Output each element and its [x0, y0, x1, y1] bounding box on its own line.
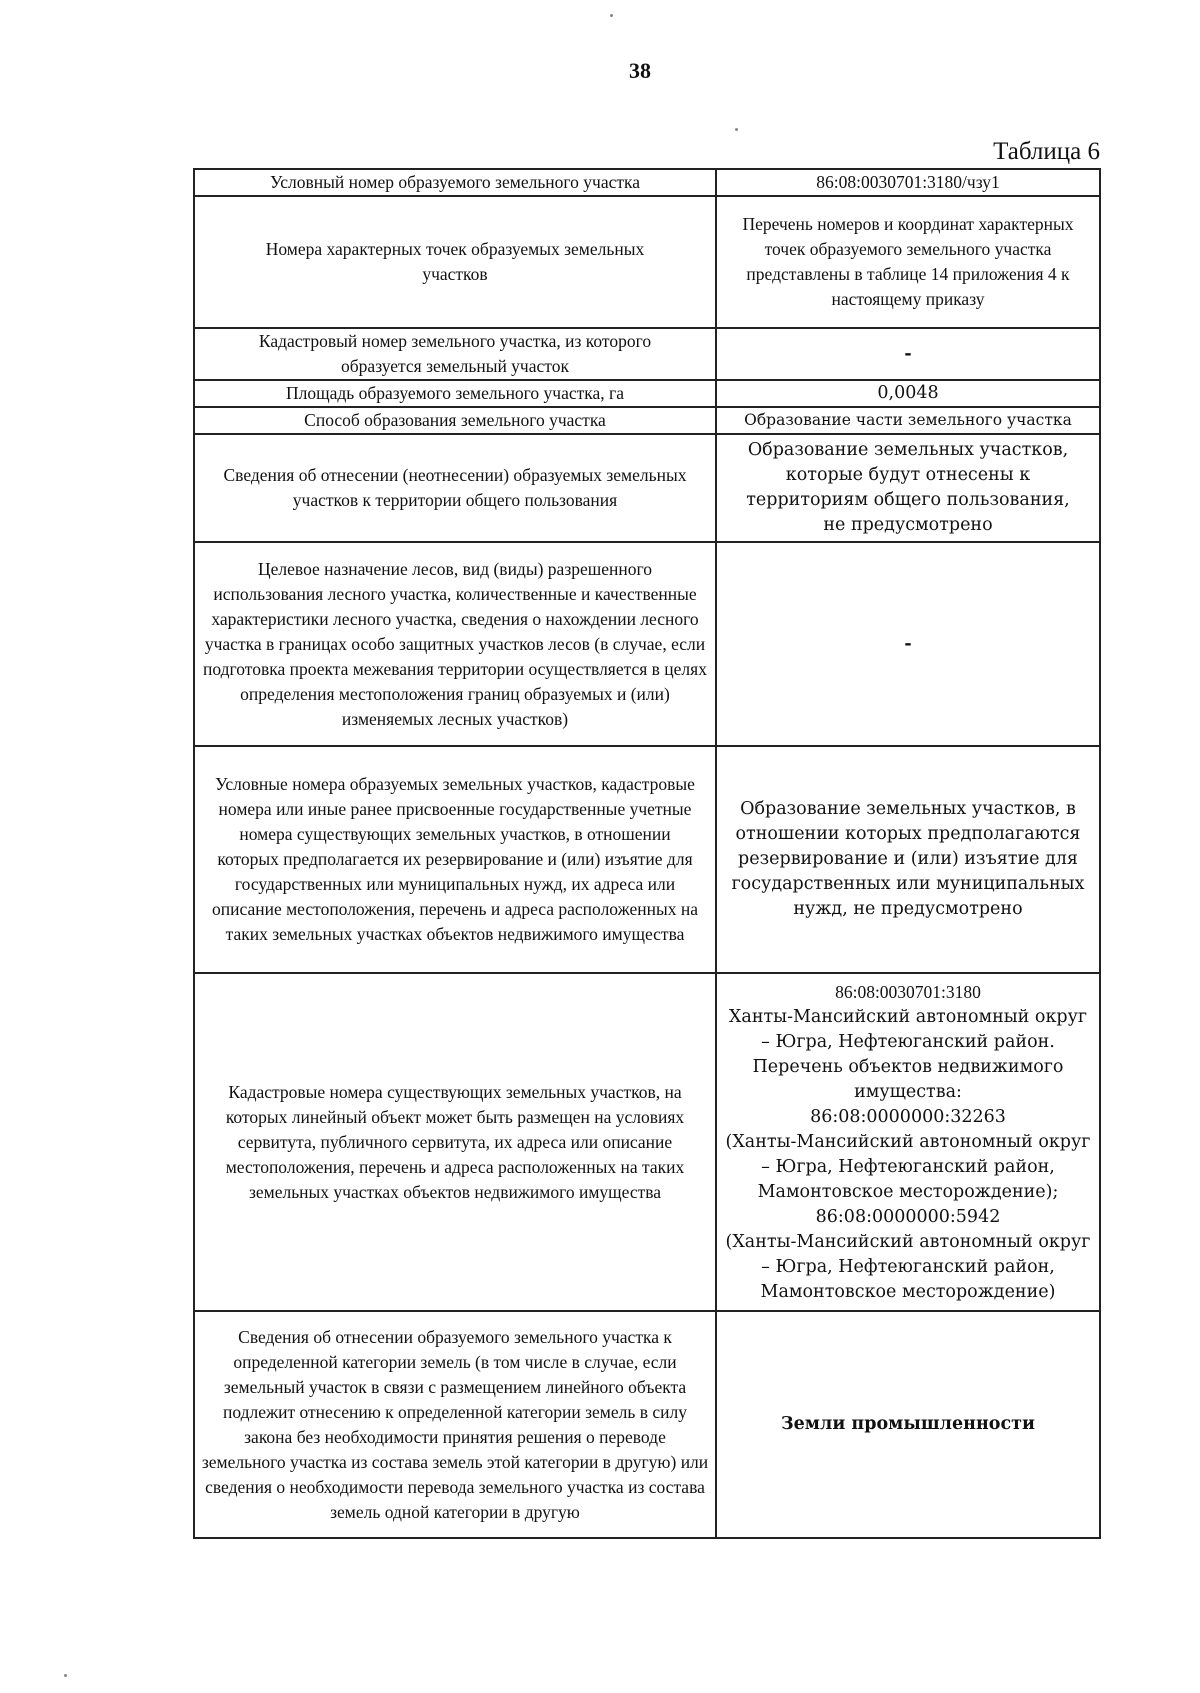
row-label: Кадастровые номера существующих земельных участков, на которых линейный объект может быть размещен на условиях сервитута, публичного сервитута, их адреса или описание местоположения, перечень и адреса расположенных на таких земельных участках объектов недвижимого имущества — [194, 973, 716, 1311]
table-row — [194, 434, 1100, 542]
land-plot-table — [193, 168, 1101, 1539]
row-label: Сведения об отнесении (неотнесении) образуемых земельных участков к территории общего пользования — [194, 434, 716, 542]
table-row — [194, 542, 1100, 746]
row-label: Сведения об отнесении образуемого земельного участка к определенной категории земель (в том числе в случае, если земельный участок в связи с размещением линейного объекта подлежит отнесению к определенной категории земель в силу закона без необходимости принятия решения о переводе земельного участка из состава земель этой категории в другую) или сведения о необходимости перевода земельного участка из состава земель одной категории в другую — [194, 1311, 716, 1538]
row-label: Площадь образуемого земельного участка, га — [194, 380, 716, 407]
address-text: Ханты-Мансийский автономный округ – Югра, Нефтеюганский район. — [728, 1006, 1088, 1052]
object-number: 86:08:0000000:32263 — [810, 1106, 1006, 1127]
table-row — [194, 746, 1100, 973]
row-label: Условный номер образуемого земельного участка — [194, 169, 716, 196]
row-value: Образование части земельного участка — [716, 407, 1100, 434]
row-label: Номера характерных точек образуемых земельных участков — [194, 196, 716, 328]
row-value: 86:08:0030701:3180/чзу1 — [716, 169, 1100, 196]
table-row — [194, 407, 1100, 434]
table-row — [194, 973, 1100, 1311]
table-row — [194, 328, 1100, 380]
row-label: Способ образования земельного участка — [194, 407, 716, 434]
object-number: 86:08:0000000:5942 — [815, 1206, 1001, 1227]
objects-heading: Перечень объектов недвижимого имущества: — [752, 1056, 1064, 1102]
row-label: Условные номера образуемых земельных участков, кадастровые номера или иные ранее присвоенные государственные учетные номера существующих земельных участков, в отношении которых предполагается их резервирование и (или) изъятие для государственных или муниципальных нужд, их адреса или описание местоположения, перечень и адреса расположенных на таких земельных участках объектов недвижимого имущества — [194, 746, 716, 973]
row-value: Образование земельных участков, в отношении которых предполагаются резервирование и (или) изъятие для государственных или муниципальных нужд, не предусмотрено — [716, 746, 1100, 973]
row-value: Перечень номеров и координат характерных точек образуемого земельного участка представлены в таблице 14 приложения 4 к настоящему приказу — [716, 196, 1100, 328]
row-value: - — [716, 328, 1100, 380]
cadastral-number: 86:08:0030701:3180 — [835, 981, 981, 1002]
row-value — [716, 973, 1100, 1311]
object-address: (Ханты-Мансийский автономный округ – Югра, Нефтеюганский район, Мамонтовское месторождение); — [725, 1131, 1091, 1202]
table-row — [194, 380, 1100, 407]
table-caption: Таблица 6 — [993, 138, 1100, 165]
row-label: Целевое назначение лесов, вид (виды) разрешенного использования лесного участка, количественные и качественные характеристики лесного участка, сведения о нахождении лесного участка в границах особо защитных участков лесов (в случае, если подготовка проекта межевания территории осуществляется в целях определения местоположения границ образуемых и (или) изменяемых лесных участков) — [194, 542, 716, 746]
table-row — [194, 1311, 1100, 1538]
table-row — [194, 196, 1100, 328]
row-label: Кадастровый номер земельного участка, из которого образуется земельный участок — [194, 328, 716, 380]
row-value: 0,0048 — [716, 380, 1100, 407]
row-value: Образование земельных участков, которые будут отнесены к территориям общего пользования, не предусмотрено — [716, 434, 1100, 542]
table-row — [194, 169, 1100, 196]
scan-speck — [610, 14, 613, 17]
object-address: (Ханты-Мансийский автономный округ – Югра, Нефтеюганский район, Мамонтовское месторождение) — [725, 1231, 1091, 1302]
page-number: 38 — [629, 58, 651, 83]
row-value: - — [716, 542, 1100, 746]
scan-speck — [735, 128, 738, 131]
row-value: Земли промышленности — [716, 1311, 1100, 1538]
scan-speck — [64, 1674, 67, 1677]
